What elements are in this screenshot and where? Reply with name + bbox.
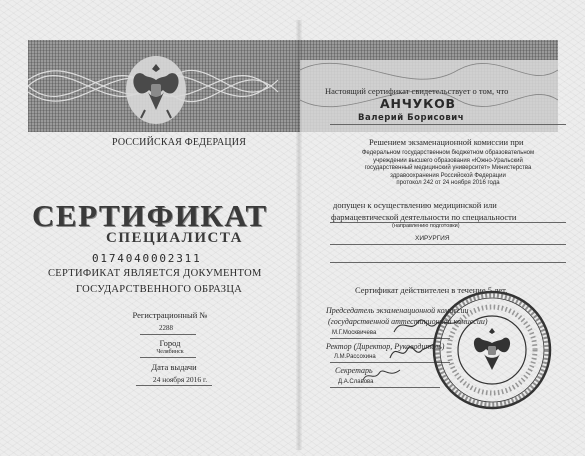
holder-given-names: Валерий Борисович	[358, 113, 465, 123]
secretary-signature-icon	[360, 364, 404, 386]
certificate-title: СЕРТИФИКАТ	[32, 198, 268, 233]
page-fold	[296, 20, 302, 450]
holder-surname: АНЧУКОВ	[380, 96, 456, 111]
city-underline	[140, 357, 196, 358]
specialty-underline-2	[330, 244, 566, 245]
registration-label: Регистрационный №	[132, 310, 208, 320]
organization-line: протокол 242 от 24 ноября 2016 года	[396, 180, 500, 187]
activity-text: фармацевтической деятельности по специальности	[331, 212, 517, 222]
admitted-text: допущен к осуществлению медицинской или	[333, 200, 497, 210]
registration-underline	[140, 334, 196, 335]
specialty-underline-3	[330, 262, 566, 263]
commission-chair-label: Председатель экзаменационной комиссии	[326, 306, 469, 315]
commission-chair-name: М.Г.Москвичева	[332, 330, 377, 336]
certificate-subtitle: СПЕЦИАЛИСТА	[106, 230, 243, 246]
state-document-line-1: СЕРТИФИКАТ ЯВЛЯЕТСЯ ДОКУМЕНТОМ	[48, 268, 262, 279]
secretary-name: Д.А.Славова	[338, 379, 374, 385]
secretary-underline	[330, 387, 440, 388]
country-label: РОССИЙСКАЯ ФЕДЕРАЦИЯ	[112, 137, 247, 148]
city-label: Город	[159, 338, 181, 348]
rector-name: Л.М.Рассохина	[334, 354, 376, 360]
validity-text: Сертификат действителен в течение 5 лет.	[355, 285, 508, 295]
rector-label: Ректор (Директор, Руководитель)	[326, 342, 445, 351]
name-underline	[330, 124, 566, 125]
date-underline	[136, 385, 212, 386]
organization-line: здравоохранения Российской Федерации	[390, 172, 506, 179]
state-document-line-2: ГОСУДАРСТВЕННОГО ОБРАЗЦА	[76, 284, 243, 295]
certificate-number: 0174040002311	[92, 252, 202, 265]
registration-number: 2288	[159, 324, 173, 332]
city-value: Челябинск	[156, 349, 184, 355]
issue-date-label: Дата выдачи	[151, 362, 197, 372]
organization-line: учреждении высшего образования «Южно-Уральский	[373, 157, 523, 164]
direction-note: (направлению подготовки)	[392, 223, 460, 229]
intro-text: Настоящий сертификат свидетельствует о том, что	[325, 86, 509, 96]
organization-line: Федеральном государственном бюджетном образовательном	[361, 150, 535, 156]
issue-date-value: 24 ноября 2016 г.	[152, 375, 208, 384]
coat-of-arms-icon	[125, 50, 187, 124]
specialty-value: ХИРУРГИЯ	[415, 235, 450, 242]
organization-line: государственный медицинский университет» Министерства	[364, 165, 532, 172]
secretary-label: Секретарь	[335, 366, 373, 375]
round-seal-icon	[430, 288, 554, 412]
commission-decision: Решением экзаменационной комиссии при	[369, 137, 524, 147]
commission-chair-label-2: (государственной аттестационной комиссии)	[328, 317, 488, 326]
organization-block	[330, 150, 566, 188]
